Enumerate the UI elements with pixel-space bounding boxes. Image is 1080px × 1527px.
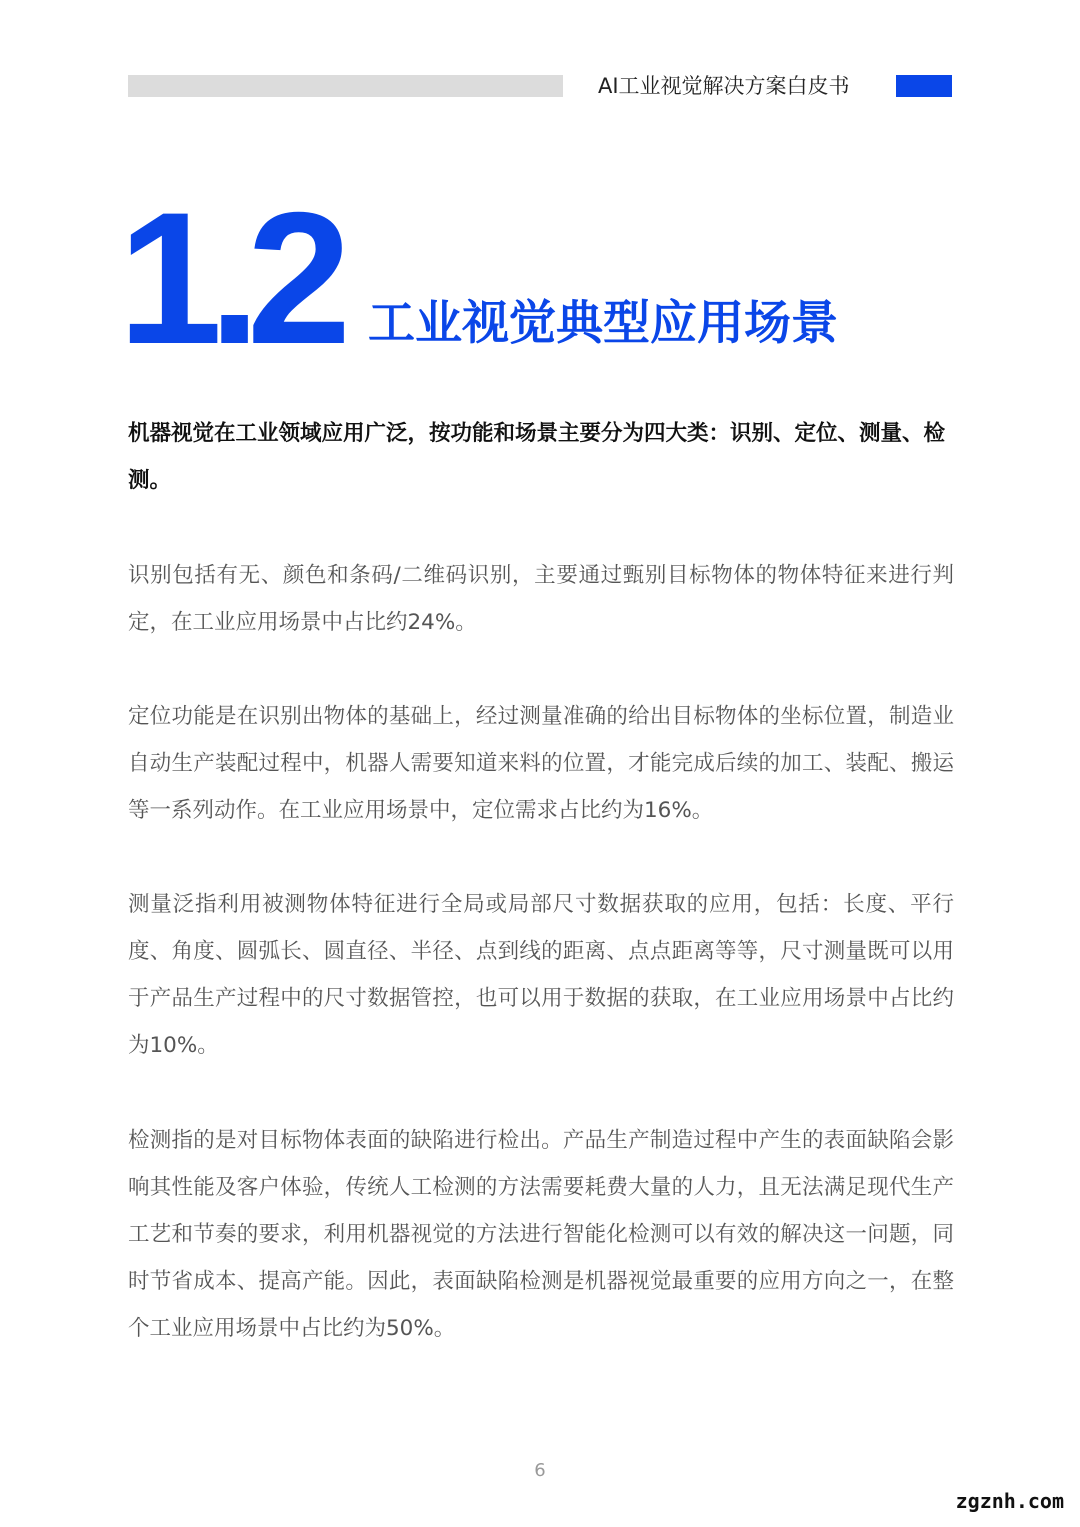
paragraph-recognition: 识别包括有无、颜色和条码/二维码识别，主要通过甄别目标物体的物体特征来进行判定，在工业应用场景中占比约24%。 (128, 563, 954, 635)
section-number: 1.2 (118, 173, 338, 383)
page-number: 6 (534, 1460, 546, 1481)
header-title: AI工业视觉解决方案白皮书 (598, 74, 850, 98)
header-accent-bar (896, 75, 952, 97)
paragraph-detection: 检测指的是对目标物体表面的缺陷进行检出。产品生产制造过程中产生的表面缺陷会影响其性能及客户体验，传统人工检测的方法需要耗费大量的人力，且无法满足现代生产工艺和节奏的要求，利用机器视觉的方法进行智能化检测可以有效的解决这一问题，同时节省成本、提高产能。因此，表面缺陷检测是机器视觉最重要的应用方向之一，在整个工业应用场景中占比约为50%。 (128, 1128, 954, 1341)
paragraph-measurement: 测量泛指利用被测物体特征进行全局或局部尺寸数据获取的应用，包括：长度、平行度、角度、圆弧长、圆直径、半径、点到线的距离、点点距离等等，尺寸测量既可以用于产品生产过程中的尺寸数据管控，也可以用于数据的获取，在工业应用场景中占比约为10%。 (128, 892, 954, 1058)
header-bar-left (128, 75, 563, 97)
paragraph-positioning: 定位功能是在识别出物体的基础上，经过测量准确的给出目标物体的坐标位置，制造业自动生产装配过程中，机器人需要知道来料的位置，才能完成后续的加工、装配、搬运等一系列动作。在工业应用场景中，定位需求占比约为16%。 (128, 704, 954, 823)
section-title: 工业视觉典型应用场景 (368, 296, 838, 351)
site-watermark: zgznh.com (952, 1487, 1068, 1515)
lead-paragraph: 机器视觉在工业领域应用广泛，按功能和场景主要分为四大类：识别、定位、测量、检测。 (128, 421, 946, 493)
